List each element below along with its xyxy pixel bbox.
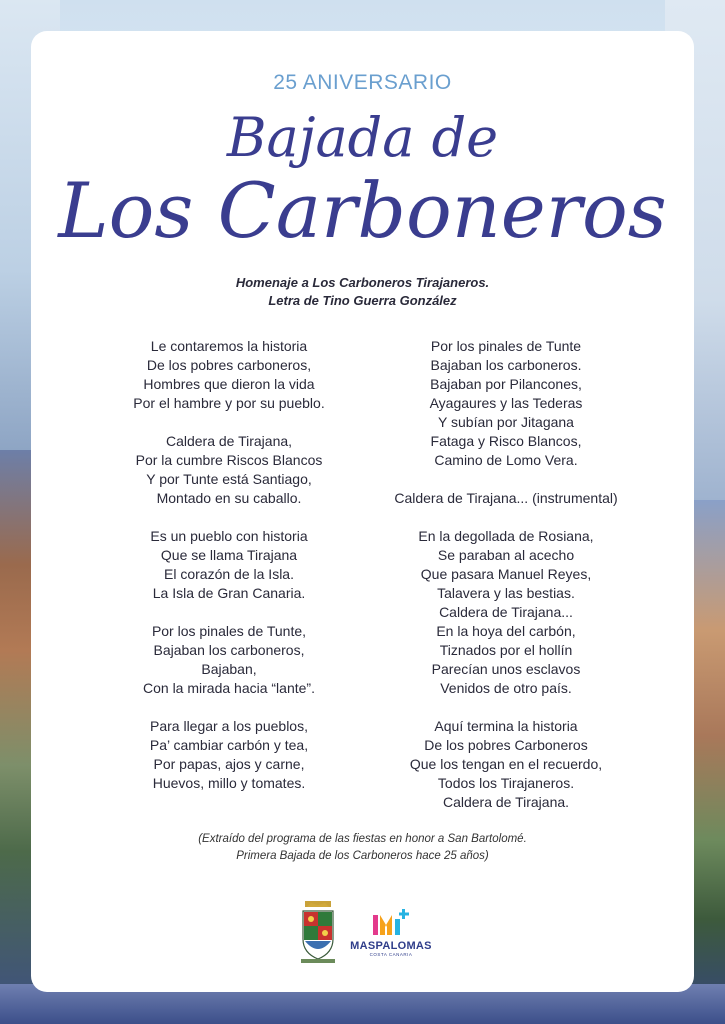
stanza-gap [79,508,379,527]
stanza [356,489,656,508]
lyric-line: Venidos de otro país. [440,680,572,696]
lyric-line: Fataga y Risco Blancos, [430,433,582,449]
lyric-line: Huevos, millo y tomates. [152,775,306,791]
lyrics-column-right [356,337,656,812]
lyric-line: Camino de Lomo Vera. [434,452,578,468]
stanza-gap [79,413,379,432]
brand-subtitle: COSTA CANARIA [369,952,413,957]
lyric-line: Por papas, ajos y carne, [153,756,305,772]
stanza [79,432,379,508]
note-line: Primera Bajada de los Carboneros hace 25 años) [236,850,489,862]
maspalomas-logo [346,909,436,969]
lyric-line: Bajaban, [201,661,257,677]
stanza [356,527,656,698]
stanza [356,337,656,470]
lyric-line: Parecían unos esclavos [431,661,581,677]
stanza [79,527,379,603]
subtitle-line: Homenaje a Los Carboneros Tirajaneros. [235,275,490,290]
lyric-line: En la hoya del carbón, [436,623,576,639]
source-note [31,831,694,865]
lyric-line: Por el hambre y por su pueblo. [133,395,325,411]
poster-card [31,31,694,992]
lyrics-column-left [79,337,379,793]
lyric-line: Por la cumbre Riscos Blancos [135,452,323,468]
stanza-gap [356,470,656,489]
lyric-line: La Isla de Gran Canaria. [152,585,306,601]
lyric-line: Todos los Tirajaneros. [437,775,575,791]
lyric-line: Caldera de Tirajana... (instrumental) [394,490,618,506]
stanza-gap [356,508,656,527]
title-line-1: Bajada de [226,106,499,169]
lyric-line: Se paraban al acecho [437,547,575,563]
maspalomas-mark-icon [371,909,411,937]
anniversary-label: 25 ANIVERSARIO [273,71,452,94]
subtitle [31,274,694,310]
lyric-line: Bajaban los carboneros, [153,642,305,658]
lyric-line: El corazón de la Isla. [164,566,294,582]
lyric-line: Talavera y las bestias. [437,585,575,601]
lyric-line: Y subían por Jitagana [438,414,574,430]
lyric-line: Caldera de Tirajana, [165,433,293,449]
stanza-gap [356,698,656,717]
lyric-line: Hombres que dieron la vida [143,376,315,392]
lyric-line: Ayagaures y las Tederas [429,395,583,411]
lyric-line: Montado en su caballo. [156,490,302,506]
stanza [356,717,656,812]
brand-name: MASPALOMAS [350,940,432,952]
lyric-line: Con la mirada hacia “lante”. [143,680,315,696]
lyric-line: En la degollada de Rosiana, [418,528,594,544]
lyric-line: Y por Tunte está Santiago, [146,471,312,487]
note-line: (Extraído del programa de las fiestas en honor a San Bartolomé. [198,833,527,845]
stanza [79,622,379,698]
lyric-line: Bajaban los carboneros. [430,357,582,373]
lyric-line: Caldera de Tirajana... [439,604,573,620]
lyric-line: Que pasara Manuel Reyes, [420,566,592,582]
lyric-line: Para llegar a los pueblos, [150,718,308,734]
lyric-line: De los pobres carboneros, [146,357,312,373]
lyric-line: Por los pinales de Tunte, [151,623,307,639]
subtitle-line: Letra de Tino Guerra González [268,293,457,308]
stanza [79,337,379,413]
lyric-line: Que los tengan en el recuerdo, [409,756,603,772]
lyric-line: Por los pinales de Tunte [430,338,582,354]
lyric-line: Caldera de Tirajana. [442,794,570,810]
stanza-gap [79,603,379,622]
lyric-line: Es un pueblo con historia [150,528,308,544]
stanza-gap [79,698,379,717]
stanza [79,717,379,793]
title-line-2: Los Carboneros [58,166,667,255]
lyric-line: Que se llama Tirajana [160,547,298,563]
lyric-line: Bajaban por Pilancones, [430,376,582,392]
lyric-line: Le contaremos la historia [150,338,308,354]
lyric-line: De los pobres Carboneros [424,737,588,753]
lyric-line: Tiznados por el hollín [439,642,573,658]
lyric-line: Pa’ cambiar carbón y tea, [149,737,309,753]
lyric-line: Aquí termina la historia [434,718,578,734]
coat-of-arms-icon [299,901,337,965]
